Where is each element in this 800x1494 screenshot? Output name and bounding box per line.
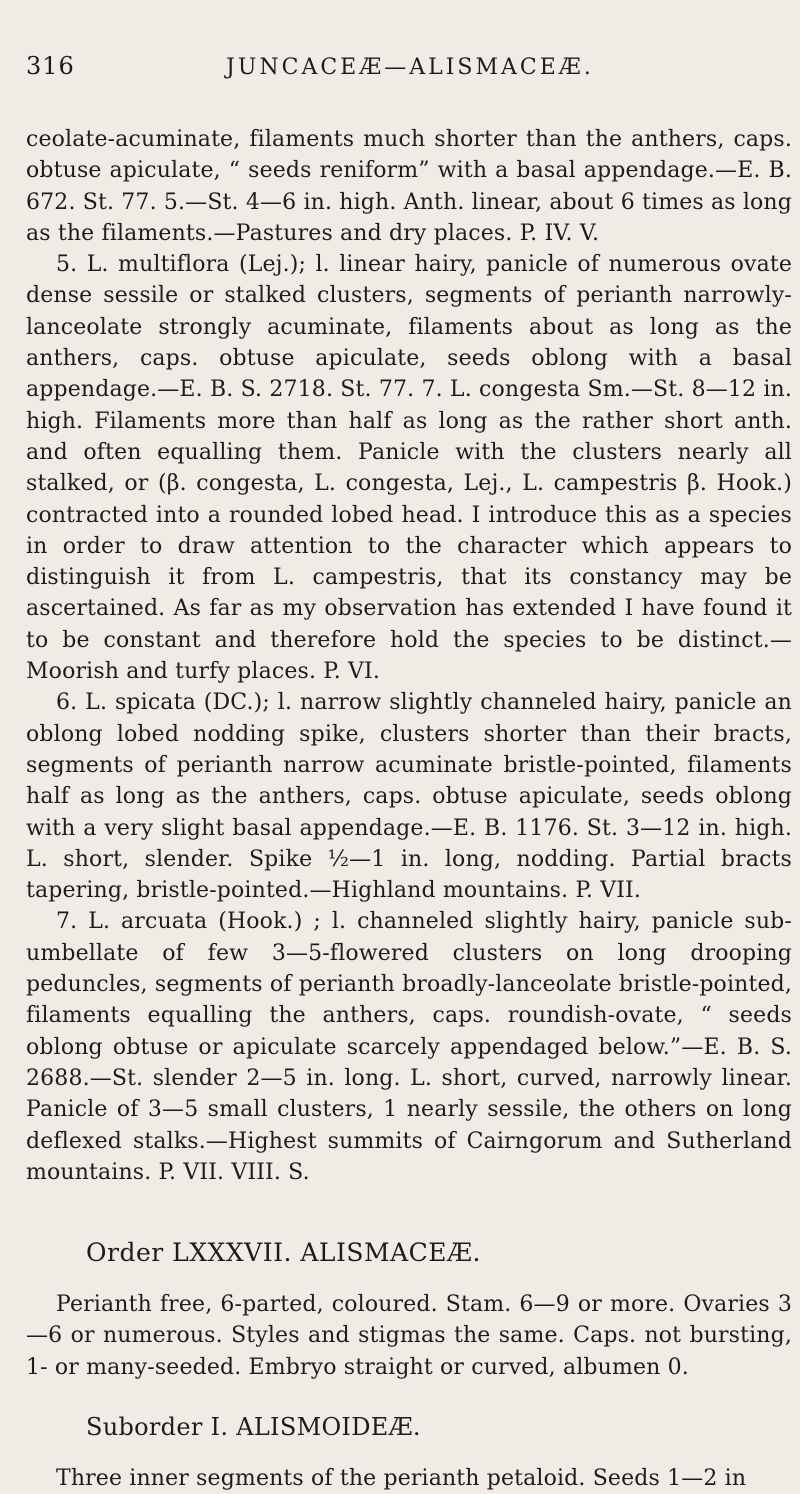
paragraph-luzula-spicata: 6. L. spicata (DC.); l. narrow slightly channeled hairy, panicle an oblong lobed nodding spike, clusters shorter than their bracts, segments of perianth narrow acuminate bristle-pointed, filaments half as long as the anthers, caps. obtuse apiculate, seeds oblong with a very slight basal appendage.—E. B. 1176. St. 3—12 in. high. L. short, slender. Spike ½—1 in. long, nodding. Partial bracts tapering, bristle-pointed.—Highland mountains. P. VII.	[26, 690, 792, 904]
running-title: JUNCACEÆ—ALISMACEÆ.	[226, 55, 594, 80]
page-number: 316	[26, 52, 75, 80]
species-text	[26, 124, 792, 1188]
suborder-description: Three inner segments of the perianth petaloid. Seeds 1—2 in	[56, 1465, 747, 1491]
suborder-description-block	[26, 1463, 792, 1494]
paragraph-luzula-arcuata: 7. L. arcuata (Hook.) ; l. channeled slightly hairy, panicle sub-umbellate of few 3—5-flowered clusters on long drooping peduncles, segments of perianth broadly-lanceolate bristle-pointed, filaments equalling the anthers, caps. roundish-ovate, “ seeds oblong obtuse or apiculate scarcely appendaged below.”—E. B. S. 2688.—St. slender 2—5 in. long. L. short, curved, narrowly linear. Panicle of 3—5 small clusters, 1 nearly sessile, the others on long deflexed stalks.—Highest summits of Cairngorum and Sutherland mountains. P. VII. VIII. S.	[26, 909, 792, 1185]
paragraph-luzula-multiflora: 5. L. multiflora (Lej.); l. linear hairy, panicle of numerous ovate dense sessile or stalked clusters, segments of perianth narrowly-lanceolate strongly acuminate, filaments about as long as the anthers, caps. obtuse apiculate, seeds oblong with a basal appendage.—E. B. S. 2718. St. 77. 7. L. congesta Sm.—St. 8—12 in. high. Filaments more than half as long as the rather short anth. and often equalling them. Panicle with the clusters nearly all stalked, or (β. congesta, L. congesta, Lej., L. campestris β. Hook.) contracted into a rounded lobed head. I introduce this as a species in order to draw attention to the character which appears to distinguish it from L. campestris, that its constancy may be ascertained. As far as my observation has extended I have found it to be constant and therefore hold the species to be distinct.—Moorish and turfy places. P. VI.	[26, 252, 792, 685]
paragraph-continuation: ceolate-acuminate, filaments much shorter than the anthers, caps. obtuse apiculate, “ seeds reniform” with a basal appendage.—E. B. 672. St. 77. 5.—St. 4—6 in. high. Anth. linear, about 6 times as long as the filaments.—Pastures and dry places. P. IV. V.	[26, 127, 792, 246]
suborder-heading: Suborder I. ALISMOIDEÆ.	[86, 1412, 421, 1441]
order-description: Perianth free, 6-parted, coloured. Stam. 6—9 or more. Ovaries 3—6 or numerous. Styles and stigmas the same. Caps. not bursting, 1- or many-seeded. Embryo straight or curved, albumen 0.	[26, 1292, 792, 1380]
order-heading: Order LXXXVII. ALISMACEÆ.	[86, 1238, 481, 1268]
order-description-block	[26, 1289, 792, 1383]
running-head	[26, 52, 792, 92]
